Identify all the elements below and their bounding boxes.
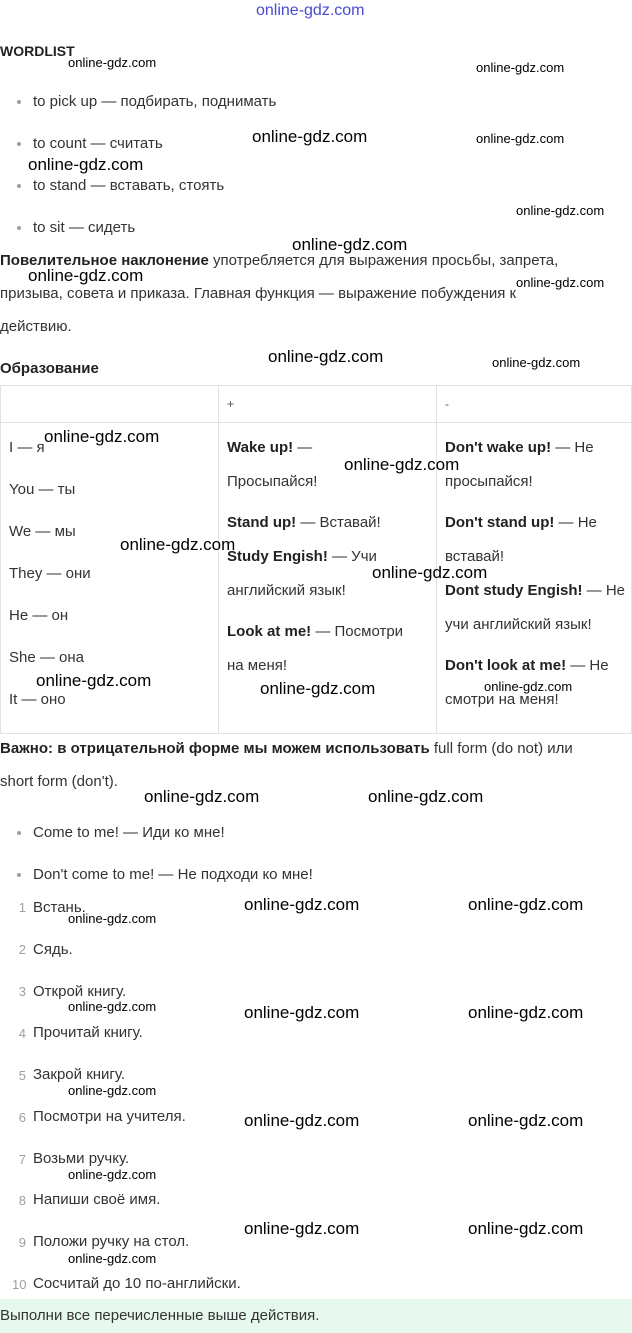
pronoun-item: They — они — [9, 565, 91, 582]
important-paragraph — [0, 732, 628, 798]
command-bold: Don't wake up! — [445, 439, 552, 456]
command-translation: — Посмотри — [311, 623, 404, 640]
positive-command — [219, 615, 436, 683]
command-translation: — Не — [582, 582, 626, 599]
command-translation: — Не — [554, 514, 597, 531]
command-bold: Dont study Engish! — [445, 582, 583, 599]
imperative-text-2: призыва, совета и приказа. Главная функция — выражение побуждения к — [0, 285, 517, 302]
step-number: 9 — [18, 1235, 26, 1250]
command-translation: — Учи — [327, 548, 377, 565]
step-number: 5 — [18, 1068, 26, 1083]
watermark: online-gdz.com — [244, 1111, 360, 1130]
negative-command — [437, 574, 631, 642]
command-translation: смотри на меня! — [445, 691, 559, 708]
command-translation: просыпайся! — [445, 473, 533, 490]
command-bold: Don't stand up! — [445, 514, 555, 531]
negative-command — [437, 431, 631, 499]
watermark: online-gdz.com — [144, 787, 260, 806]
watermark: online-gdz.com — [516, 203, 605, 218]
watermark: online-gdz.com — [468, 895, 584, 914]
wordlist-item: to pick up — подбирать, поднимать — [33, 93, 277, 110]
watermark: online-gdz.com — [292, 235, 408, 254]
watermark: online-gdz.com — [252, 127, 368, 146]
command-translation: — — [293, 439, 313, 456]
bullet-icon — [17, 184, 21, 188]
step-text: Сосчитай до 10 по-английски. — [33, 1275, 241, 1292]
command-bold: Study Engish! — [227, 548, 328, 565]
watermark: online-gdz.com — [476, 60, 565, 75]
table-header-plus: + — [219, 386, 437, 423]
command-translation: на меня! — [227, 657, 288, 674]
step-number: 10 — [12, 1277, 27, 1292]
step-number: 2 — [18, 942, 26, 957]
watermark: online-gdz.com — [244, 1219, 360, 1238]
wordlist-item: to sit — сидеть — [33, 219, 136, 236]
watermark: online-gdz.com — [468, 1219, 584, 1238]
watermark: online-gdz.com — [36, 671, 152, 690]
command-bold: Wake up! — [227, 439, 294, 456]
watermark: online-gdz.com — [120, 535, 236, 554]
watermark: online-gdz.com — [260, 679, 376, 698]
pronoun-item: You — ты — [9, 481, 76, 498]
imperative-text-1: употребляется для выражения просьбы, запрета, — [208, 252, 559, 269]
pronoun-item: I — я — [9, 439, 45, 456]
watermark: online-gdz.com — [68, 55, 157, 70]
watermark: online-gdz.com — [68, 911, 157, 926]
pronoun-item: She — она — [9, 649, 84, 666]
watermark: online-gdz.com — [492, 355, 581, 370]
watermark: online-gdz.com — [28, 155, 144, 174]
step-number: 3 — [18, 984, 26, 999]
watermark: online-gdz.com — [372, 563, 488, 582]
step-number: 7 — [18, 1152, 26, 1167]
watermark: online-gdz.com — [68, 999, 157, 1014]
step-number: 6 — [18, 1110, 26, 1125]
step-text: Возьми ручку. — [33, 1150, 130, 1167]
watermark: online-gdz.com — [28, 266, 144, 285]
example-item: Come to me! — Иди ко мне! — [33, 824, 225, 841]
step-text: Напиши своё имя. — [33, 1191, 161, 1208]
imperative-text-3: действию. — [0, 318, 72, 335]
command-bold: Don't look at me! — [445, 657, 567, 674]
pronoun-item: We — мы — [9, 523, 76, 540]
command-bold: Look at me! — [227, 623, 312, 640]
watermark: online-gdz.com — [44, 427, 160, 446]
watermark: online-gdz.com — [268, 347, 384, 366]
important-text-1: full form (do not) или — [429, 740, 573, 757]
positive-command — [219, 506, 436, 540]
formation-title: Образование — [0, 360, 99, 377]
watermark: online-gdz.com — [368, 787, 484, 806]
pronoun-item: He — он — [9, 607, 69, 624]
step-text: Встань. — [33, 899, 86, 916]
command-translation: Просыпайся! — [227, 473, 318, 490]
watermark: online-gdz.com — [68, 1167, 157, 1182]
step-text: Открой книгу. — [33, 983, 127, 1000]
step-text: Посмотри на учителя. — [33, 1108, 186, 1125]
command-translation: английский язык! — [227, 582, 346, 599]
bullet-icon — [17, 831, 21, 835]
table-header-minus: - — [437, 386, 632, 423]
watermark: online-gdz.com — [468, 1003, 584, 1022]
bullet-icon — [17, 142, 21, 146]
wordlist-item: to stand — вставать, стоять — [33, 177, 225, 194]
command-translation: — Не — [551, 439, 594, 456]
watermark: online-gdz.com — [68, 1251, 157, 1266]
imperative-paragraph — [0, 244, 628, 343]
pronoun-item: It — оно — [9, 691, 66, 708]
watermark: online-gdz.com — [68, 1083, 157, 1098]
watermark: online-gdz.com — [468, 1111, 584, 1130]
important-bold: Важно: в отрицательной форме мы можем использовать — [0, 740, 430, 757]
watermark: online-gdz.com — [244, 895, 360, 914]
command-bold: Stand up! — [227, 514, 297, 531]
watermark-top: online-gdz.com — [256, 2, 365, 19]
wordlist-item: to count — считать — [33, 135, 163, 152]
step-text: Закрой книгу. — [33, 1066, 126, 1083]
task-banner: Выполни все перечисленные выше действия. — [0, 1299, 632, 1333]
step-number: 4 — [18, 1026, 26, 1041]
step-text: Положи ручку на стол. — [33, 1233, 190, 1250]
watermark: online-gdz.com — [244, 1003, 360, 1022]
watermark: online-gdz.com — [476, 131, 565, 146]
watermark: online-gdz.com — [484, 679, 573, 694]
important-text-2: short form (don't). — [0, 773, 118, 790]
step-text: Сядь. — [33, 941, 73, 958]
watermark: online-gdz.com — [344, 455, 460, 474]
table-header-empty — [1, 386, 219, 423]
bullet-icon — [17, 100, 21, 104]
bullet-icon — [17, 873, 21, 877]
watermark: online-gdz.com — [516, 275, 605, 290]
step-text: Прочитай книгу. — [33, 1024, 143, 1041]
bullet-icon — [17, 226, 21, 230]
imperative-term: Повелительное наклонение — [0, 252, 209, 269]
step-number: 1 — [18, 900, 26, 915]
wordlist-title: WORDLIST — [0, 43, 75, 59]
command-translation: учи английский язык! — [445, 616, 592, 633]
command-translation: — Не — [566, 657, 609, 674]
step-number: 8 — [18, 1193, 26, 1208]
command-translation: вставай! — [445, 548, 505, 565]
example-item: Don't come to me! — Не подходи ко мне! — [33, 866, 313, 883]
command-translation: — Вставай! — [296, 514, 381, 531]
